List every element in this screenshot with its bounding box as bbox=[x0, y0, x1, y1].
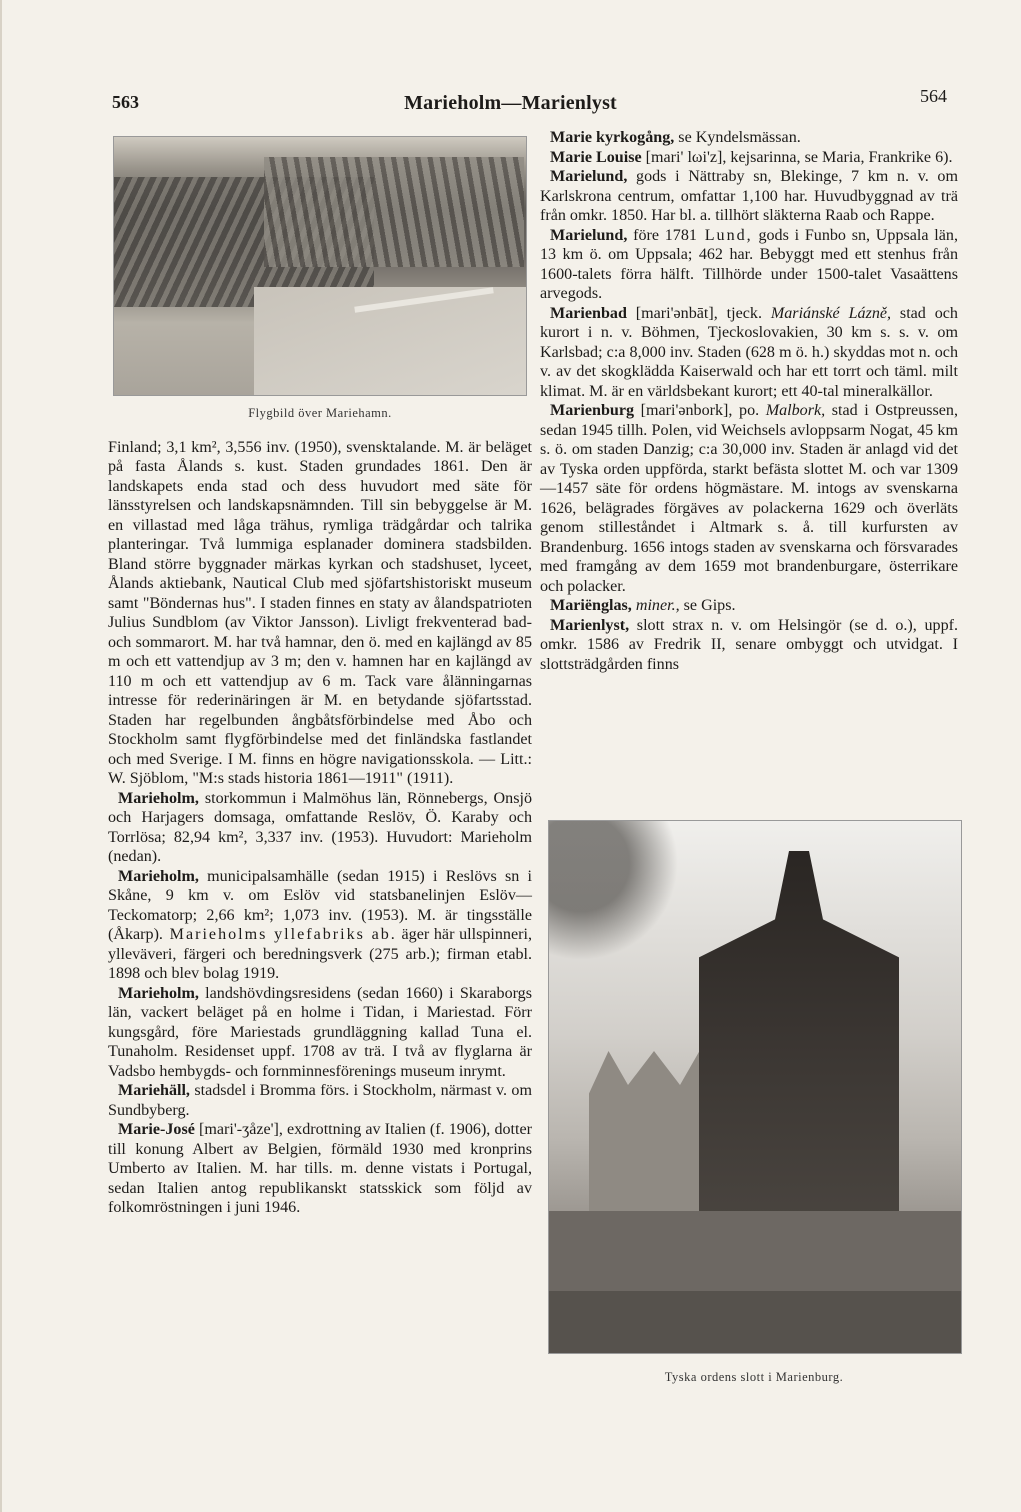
castle-tree bbox=[549, 821, 709, 961]
entry-italic-text: Mariánské Lázně, bbox=[761, 304, 892, 322]
entry-marielund-nattraby bbox=[540, 167, 958, 226]
entry-marienglas bbox=[540, 596, 958, 616]
entry-marienlyst bbox=[540, 616, 958, 675]
entry-term: Marielund, bbox=[550, 226, 628, 244]
entry-text-continued: se Gips. bbox=[679, 597, 736, 614]
castle-photo-marienburg bbox=[548, 820, 962, 1354]
entry-marieholm-landshovdingsresidens bbox=[108, 984, 532, 1082]
castle-ground bbox=[549, 1291, 961, 1353]
entry-term: Marienlyst, bbox=[550, 616, 630, 634]
entry-text: landshövdingsresidens (sedan 1660) i Skaraborgs län, vackert beläget på en holme i Tidan, i Mariestad. Förr kungsgård, före Mariestads grundläggning kallad Tuna el. Tunaholm. Residenset uppf. 1708 av trä. I två av flyglarna är Vadsbo hembygds- och fornminnesförenings museum inrymt. bbox=[108, 984, 532, 1080]
entry-text: se Kyndelsmässan. bbox=[674, 129, 801, 146]
entry-marienburg bbox=[540, 401, 958, 596]
entry-spaced-text: Lund, bbox=[696, 226, 753, 244]
entry-term: Marieholm, bbox=[118, 867, 199, 885]
entry-marieholm-storkommun bbox=[108, 789, 532, 867]
entry-mariehamn-continued: Finland; 3,1 km², 3,556 inv. (1950), svensktalande. M. är beläget på fasta Ålands s. kust. Staden grundades 1861. Den är landskapets enda stad och dess huvudort med säte för länsstyrelsen och landskapsnämnden. Till sin bebyggelse är M. en villastad med låga trähus, rymliga trädgårdar och talrika planteringar. Två lummiga esplanader dominera stadsbilden. Bland större byggnader märkas kyrkan och stadshuset, lyceet, Ålands aktiebank, Nautical Club med sjöfartshistoriskt museum samt "Böndernas hus". I staden finnes en staty av ålandspatrioten Julius Sundblom (av Viktor Jansson). Livligt frekventerad bad- och sommarort. M. har två hamnar, den ö. med en kajlängd av 85 m och ett vattendjup av 3 m; den v. hamnen har en kajlängd av 110 m och ett vattendjup av 6 m. Tack vare ålänningarnas intresse för rederinäringen är M. en betydande sjöfartsstad. Staden har regelbunden ångbåtsförbindelse med Åbo och Stockholm samt flygförbindelse med det finländska fastlandet och med Sverige. I M. finns en högre navigationsskola. — Litt.: W. Sjöblom, "M:s stads historia 1861—1911" (1911). bbox=[108, 438, 532, 787]
entry-marieholm-municipalsamhalle bbox=[108, 867, 532, 984]
entry-text: före 1781 bbox=[627, 226, 697, 244]
left-column bbox=[108, 128, 532, 1218]
entry-text: stadsdel i Bromma förs. i Stockholm, närmast v. om Sundbyberg. bbox=[108, 1082, 532, 1119]
entry-term: Marie Louise bbox=[550, 148, 642, 166]
entry-text: [mari'ənbork], po. bbox=[634, 402, 760, 419]
page-number-left: 563 bbox=[112, 92, 139, 112]
entry-text: storkommun i Malmöhus län, Rönnebergs, Onsjö och Harjagers domsaga, omfattande Reslöv, Ö. Karaby och Torrlösa; 82,94 km², 3,337 inv. (1953). Huvudort: Marieholm (nedan). bbox=[108, 789, 532, 865]
entry-marie-louise bbox=[540, 148, 958, 168]
entry-marienbad bbox=[540, 304, 958, 402]
entry-text: [mari'-ʒåze'], exdrottning av Italien (f. 1906), dotter till konung Albert av Belgien, förmäld 1930 med kronprins Umberto av Italien. M. har tills. m. denne vistats i Portugal, sedan Italien antog republikanskt statsskick som följd av folkomröstningen i juni 1946. bbox=[108, 1121, 532, 1216]
entry-term: Marie-José bbox=[118, 1121, 195, 1138]
entry-spaced-text: Marieholms yllefabriks ab. bbox=[162, 926, 397, 943]
entry-marie-jose bbox=[108, 1120, 532, 1218]
aerial-town-area-east bbox=[264, 157, 524, 267]
entry-text: [mari'ənbāt], tjeck. bbox=[626, 304, 762, 322]
page-header bbox=[0, 86, 1021, 122]
aerial-photo-caption: Flygbild över Mariehamn. bbox=[248, 406, 392, 420]
entry-marielund-funbo bbox=[540, 226, 958, 304]
entry-marie-kyrkogang bbox=[540, 128, 958, 148]
entry-text-continued: stad i Ostpreussen, sedan 1945 tillh. Polen, vid Weichsels avloppsarm Nogat, 45 km s. ö. om staden Danzig; c:a 30,000 inv. Staden är anlagd vid det av Tyska orden uppförda, starkt befästa slottet M. och var 1309—1457 säte för ordens högmästare. M. intogs av svenskarna 1626, belägrades förgäves av polackerna 1629 och överläts genom stilleståndet i Altmark s. å. till kurfursten av Brandenburg. 1656 intogs staden av svenskarna och försvarades med framgång av dem 1659 mot brandenburgare, österrikare och polacker. bbox=[540, 402, 958, 595]
entry-term: Marienburg bbox=[550, 402, 635, 419]
entry-italic-text: Malbork, bbox=[759, 402, 826, 419]
entry-text-continued: gods i Funbo sn, Uppsala län, 13 km ö. om Uppsala; 462 har. Bebyggt med ett stenhus från 1600-talets förra hälft. Tillhörde under 1500-talet Vasaättens arvegods. bbox=[540, 226, 958, 302]
entry-text: municipalsamhälle (sedan 1915) i Reslövs sn i Skåne, 9 km v. om Eslöv vid statsbanelinjen Eslöv—Teckomatorp; 2,66 km²; 1,073 inv. (1953). M. är tingsställe (Åkarp). bbox=[108, 867, 532, 943]
entry-text-continued: stad och kurort i n. v. Böhmen, Tjeckoslovakien, 30 km s. s. v. om Karlsbad; c:a 8,000 inv. Staden (628 m ö. h.) skyddas mot n. och v. av det skogklädda Kaiserwald och har ett torrt och täml. milt klimat. M. är en världsbekant kurort; ett 40-tal mineralkällor. bbox=[540, 304, 958, 400]
castle-church-tower bbox=[699, 851, 899, 1231]
aerial-photo-mariehamn bbox=[113, 136, 527, 396]
entry-term: Marieholm, bbox=[118, 984, 199, 1002]
entry-term: Marieholm, bbox=[118, 789, 199, 807]
entry-term: Marie kyrkogång, bbox=[550, 129, 675, 146]
running-head: Marieholm—Marienlyst bbox=[404, 92, 617, 114]
entry-term: Marienbad bbox=[550, 304, 627, 322]
entry-text: gods i Nättraby sn, Blekinge, 7 km n. v. om Karlskrona centrum, omfattar 1,100 har. Huvudbyggnad av trä från omkr. 1850. Har bl. a. tillhört släkterna Raab och Rappe. bbox=[540, 168, 958, 224]
entry-term: Marielund, bbox=[550, 168, 628, 185]
entry-mariehall bbox=[108, 1081, 532, 1120]
entry-italic-text: miner., bbox=[635, 597, 680, 614]
castle-photo-caption: Tyska ordens slott i Marienburg. bbox=[664, 1370, 844, 1384]
entry-term: Mariёnglas, bbox=[550, 597, 632, 614]
right-column bbox=[540, 128, 958, 674]
entry-term: Mariehäll, bbox=[118, 1082, 190, 1099]
castle-wall bbox=[549, 1211, 961, 1291]
entry-text: [mari' lωi'z], kejsarinna, se Maria, Frankrike 6). bbox=[641, 148, 953, 166]
entry-text: slott strax n. v. om Helsingör (se d. o.), uppf. omkr. 1586 av Fredrik II, senare ombyggt och utvidgat. I slottsträdgården finns bbox=[540, 616, 958, 673]
page-number-right: 564 bbox=[920, 86, 947, 106]
entry-text-continued: äger här ullspinneri, ylleväveri, färgeri och beredningsverk (275 arb.); firman etabl. 1898 och blev bolag 1919. bbox=[108, 926, 532, 982]
